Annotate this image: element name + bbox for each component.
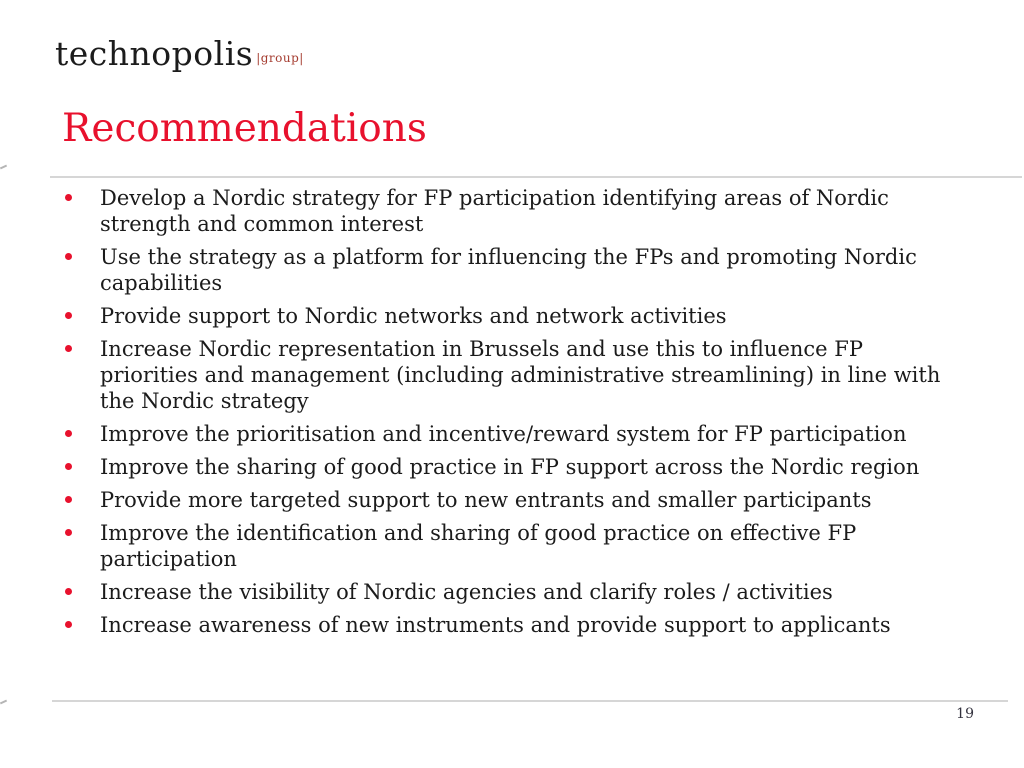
bullet-icon — [65, 621, 72, 628]
list-item — [62, 612, 967, 638]
list-item — [62, 520, 967, 572]
bullet-icon — [65, 345, 72, 352]
bullet-text: Increase awareness of new instruments and provide support to applicants — [100, 613, 891, 637]
bullet-icon — [65, 430, 72, 437]
bullet-icon — [65, 253, 72, 260]
bullet-icon — [65, 463, 72, 470]
list-item — [62, 579, 967, 605]
left-edge-mark — [0, 165, 7, 170]
bullet-icon — [65, 312, 72, 319]
bullet-icon — [65, 194, 72, 201]
bullet-text: Improve the identification and sharing of good practice on effective FP participation — [100, 521, 857, 571]
page-title: Recommendations — [62, 106, 427, 151]
list-item — [62, 185, 967, 237]
left-edge-mark — [0, 700, 7, 705]
list-item — [62, 303, 967, 329]
list-item — [62, 487, 967, 513]
title-divider-line — [50, 176, 1022, 178]
list-item — [62, 336, 967, 414]
list-item — [62, 421, 967, 447]
bullet-text: Use the strategy as a platform for influencing the FPs and promoting Nordic capabilities — [100, 245, 917, 295]
bullet-text: Increase Nordic representation in Brussels and use this to influence FP priorities and management (including administrative streamlining) in line with the Nordic strategy — [100, 337, 941, 413]
footer-divider-line — [52, 700, 1008, 702]
logo-brand-text: technopolis — [55, 34, 254, 73]
bullet-text: Provide more targeted support to new entrants and smaller participants — [100, 488, 872, 512]
bullet-text: Improve the sharing of good practice in FP support across the Nordic region — [100, 455, 920, 479]
recommendations-list — [62, 185, 967, 645]
bullet-text: Increase the visibility of Nordic agencies and clarify roles / activities — [100, 580, 833, 604]
bullet-icon — [65, 588, 72, 595]
technopolis-logo — [55, 34, 304, 73]
page-number: 19 — [956, 706, 974, 722]
logo-suffix-text: |group| — [256, 51, 304, 65]
list-item — [62, 454, 967, 480]
bullet-icon — [65, 529, 72, 536]
bullet-icon — [65, 496, 72, 503]
bullet-text: Improve the prioritisation and incentive/reward system for FP participation — [100, 422, 907, 446]
list-item — [62, 244, 967, 296]
bullet-text: Develop a Nordic strategy for FP participation identifying areas of Nordic strength and common interest — [100, 186, 889, 236]
bullet-text: Provide support to Nordic networks and network activities — [100, 304, 727, 328]
